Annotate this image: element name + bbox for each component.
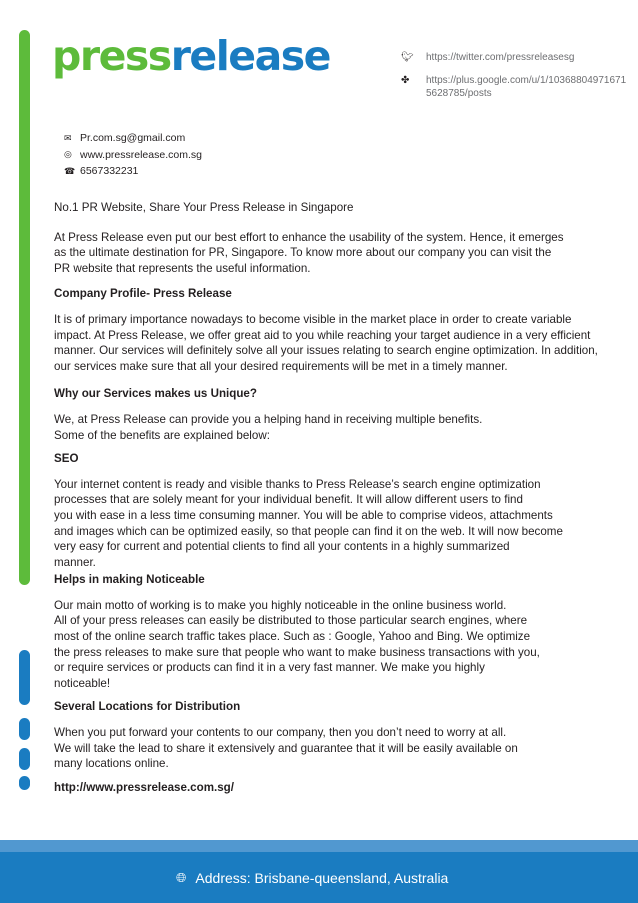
text-line: At Press Release even put our best effort to enhance the usability of the system. Hence, it emerges: [54, 230, 564, 244]
footer-address: [176, 870, 448, 886]
google-plus-url[interactable]: https://plus.google.com/u/1/103688049716715628785/posts: [426, 75, 627, 99]
text-line: We will take the lead to share it extensively and guarantee that it will be easily available on: [54, 741, 518, 755]
text-line: very easy for current and potential clients to find all your contents in a highly summarized: [54, 540, 510, 554]
google-plus-link-row[interactable]: [401, 74, 631, 100]
heading-company-profile: Company Profile- Press Release: [54, 287, 232, 301]
heading-seo: SEO: [54, 452, 79, 466]
contact-phone: 6567332231: [80, 165, 139, 178]
text-line: our services make sure that all your desired requirements will be met in a timely manner.: [54, 359, 508, 373]
tagline: No.1 PR Website, Share Your Press Release in Singapore: [54, 201, 354, 214]
globe-icon: ◎: [64, 149, 72, 160]
text-line: as the ultimate destination for PR, Singapore. To know more about our company you can visit the: [54, 246, 552, 260]
press-release-logo: [52, 32, 330, 80]
text-line: you with ease in a less time consuming manner. You will be able to comprise videos, attachments: [54, 508, 553, 522]
heading-unique: Why our Services makes us Unique?: [54, 387, 257, 401]
footer-bar: [0, 840, 638, 903]
contact-website-row: [64, 147, 202, 164]
text-line: or require services or products can find it in a very fast manner. We make you highly: [54, 661, 485, 675]
left-accent-bar-blue: [19, 650, 30, 705]
globe-icon: 🌐︎: [176, 870, 187, 885]
left-accent-dash: [19, 748, 30, 770]
contact-email[interactable]: Pr.com.sg@gmail.com: [80, 132, 186, 145]
footer-stripe: [0, 840, 638, 852]
address-text: Address: Brisbane-queensland, Australia: [195, 870, 449, 886]
contact-info: [64, 130, 202, 180]
twitter-link-row[interactable]: [401, 51, 631, 64]
google-plus-icon: ✤: [401, 75, 410, 86]
text-line: impact. At Press Release, we offer great aid to you while reaching your target audience in a very efficient: [54, 328, 591, 342]
heading-locations: Several Locations for Distribution: [54, 700, 241, 714]
left-accent-dash: [19, 718, 30, 740]
intro-paragraph: [54, 230, 624, 277]
noticeable-paragraph: [54, 598, 624, 692]
text-line: processes that are solely meant for your individual benefit. It will allow different users to find: [54, 493, 523, 507]
text-line: most of the online search traffic takes place. Such as : Google, Yahoo and Bing. We optimize: [54, 630, 531, 644]
text-line: When you put forward your contents to our company, then you don’t need to worry at all.: [54, 726, 507, 740]
left-accent-bar-green: [19, 30, 30, 585]
text-line: manner. Our services will definitely solve all your issues relating to search engine optimization. In addition,: [54, 344, 598, 358]
text-line: Some of the benefits are explained below:: [54, 428, 270, 442]
contact-phone-row: [64, 163, 202, 180]
logo-release: release: [170, 32, 330, 80]
profile-paragraph: [54, 312, 624, 374]
text-line: many locations online.: [54, 757, 169, 771]
document-body: [54, 200, 624, 795]
seo-paragraph: [54, 477, 624, 571]
text-line: the press releases to make sure that people who want to make business transactions with you,: [54, 645, 540, 659]
text-line: manner.: [54, 555, 96, 569]
text-line: We, at Press Release can provide you a helping hand in receiving multiple benefits.: [54, 412, 483, 426]
text-line: PR website that represents the useful information.: [54, 261, 311, 275]
text-line: and images which can be optimized easily, so that people can find it on the web. It will now become: [54, 524, 563, 538]
unique-paragraph: [54, 412, 624, 443]
email-icon: ✉: [64, 132, 72, 143]
text-line: noticeable!: [54, 676, 111, 690]
contact-website[interactable]: www.pressrelease.com.sg: [80, 148, 202, 161]
logo-press: press: [52, 32, 171, 80]
social-links: [401, 51, 631, 110]
phone-icon: ☎: [64, 165, 76, 176]
twitter-icon: 🐦︎: [401, 52, 414, 63]
left-accent-dash: [19, 776, 30, 790]
heading-noticeable: Helps in making Noticeable: [54, 573, 205, 587]
contact-email-row: [64, 130, 202, 147]
text-line: All of your press releases can easily be distributed to those particular search engines, where: [54, 614, 528, 628]
locations-paragraph: [54, 725, 624, 772]
text-line: It is of primary importance nowadays to become visible in the market place in order to create variable: [54, 312, 572, 326]
text-line: Our main motto of working is to make you highly noticeable in the online business world.: [54, 598, 507, 612]
twitter-url[interactable]: https://twitter.com/pressreleasesg: [426, 52, 575, 63]
text-line: Your internet content is ready and visible thanks to Press Release’s search engine optimization: [54, 477, 541, 491]
website-link[interactable]: http://www.pressrelease.com.sg/: [54, 780, 234, 794]
